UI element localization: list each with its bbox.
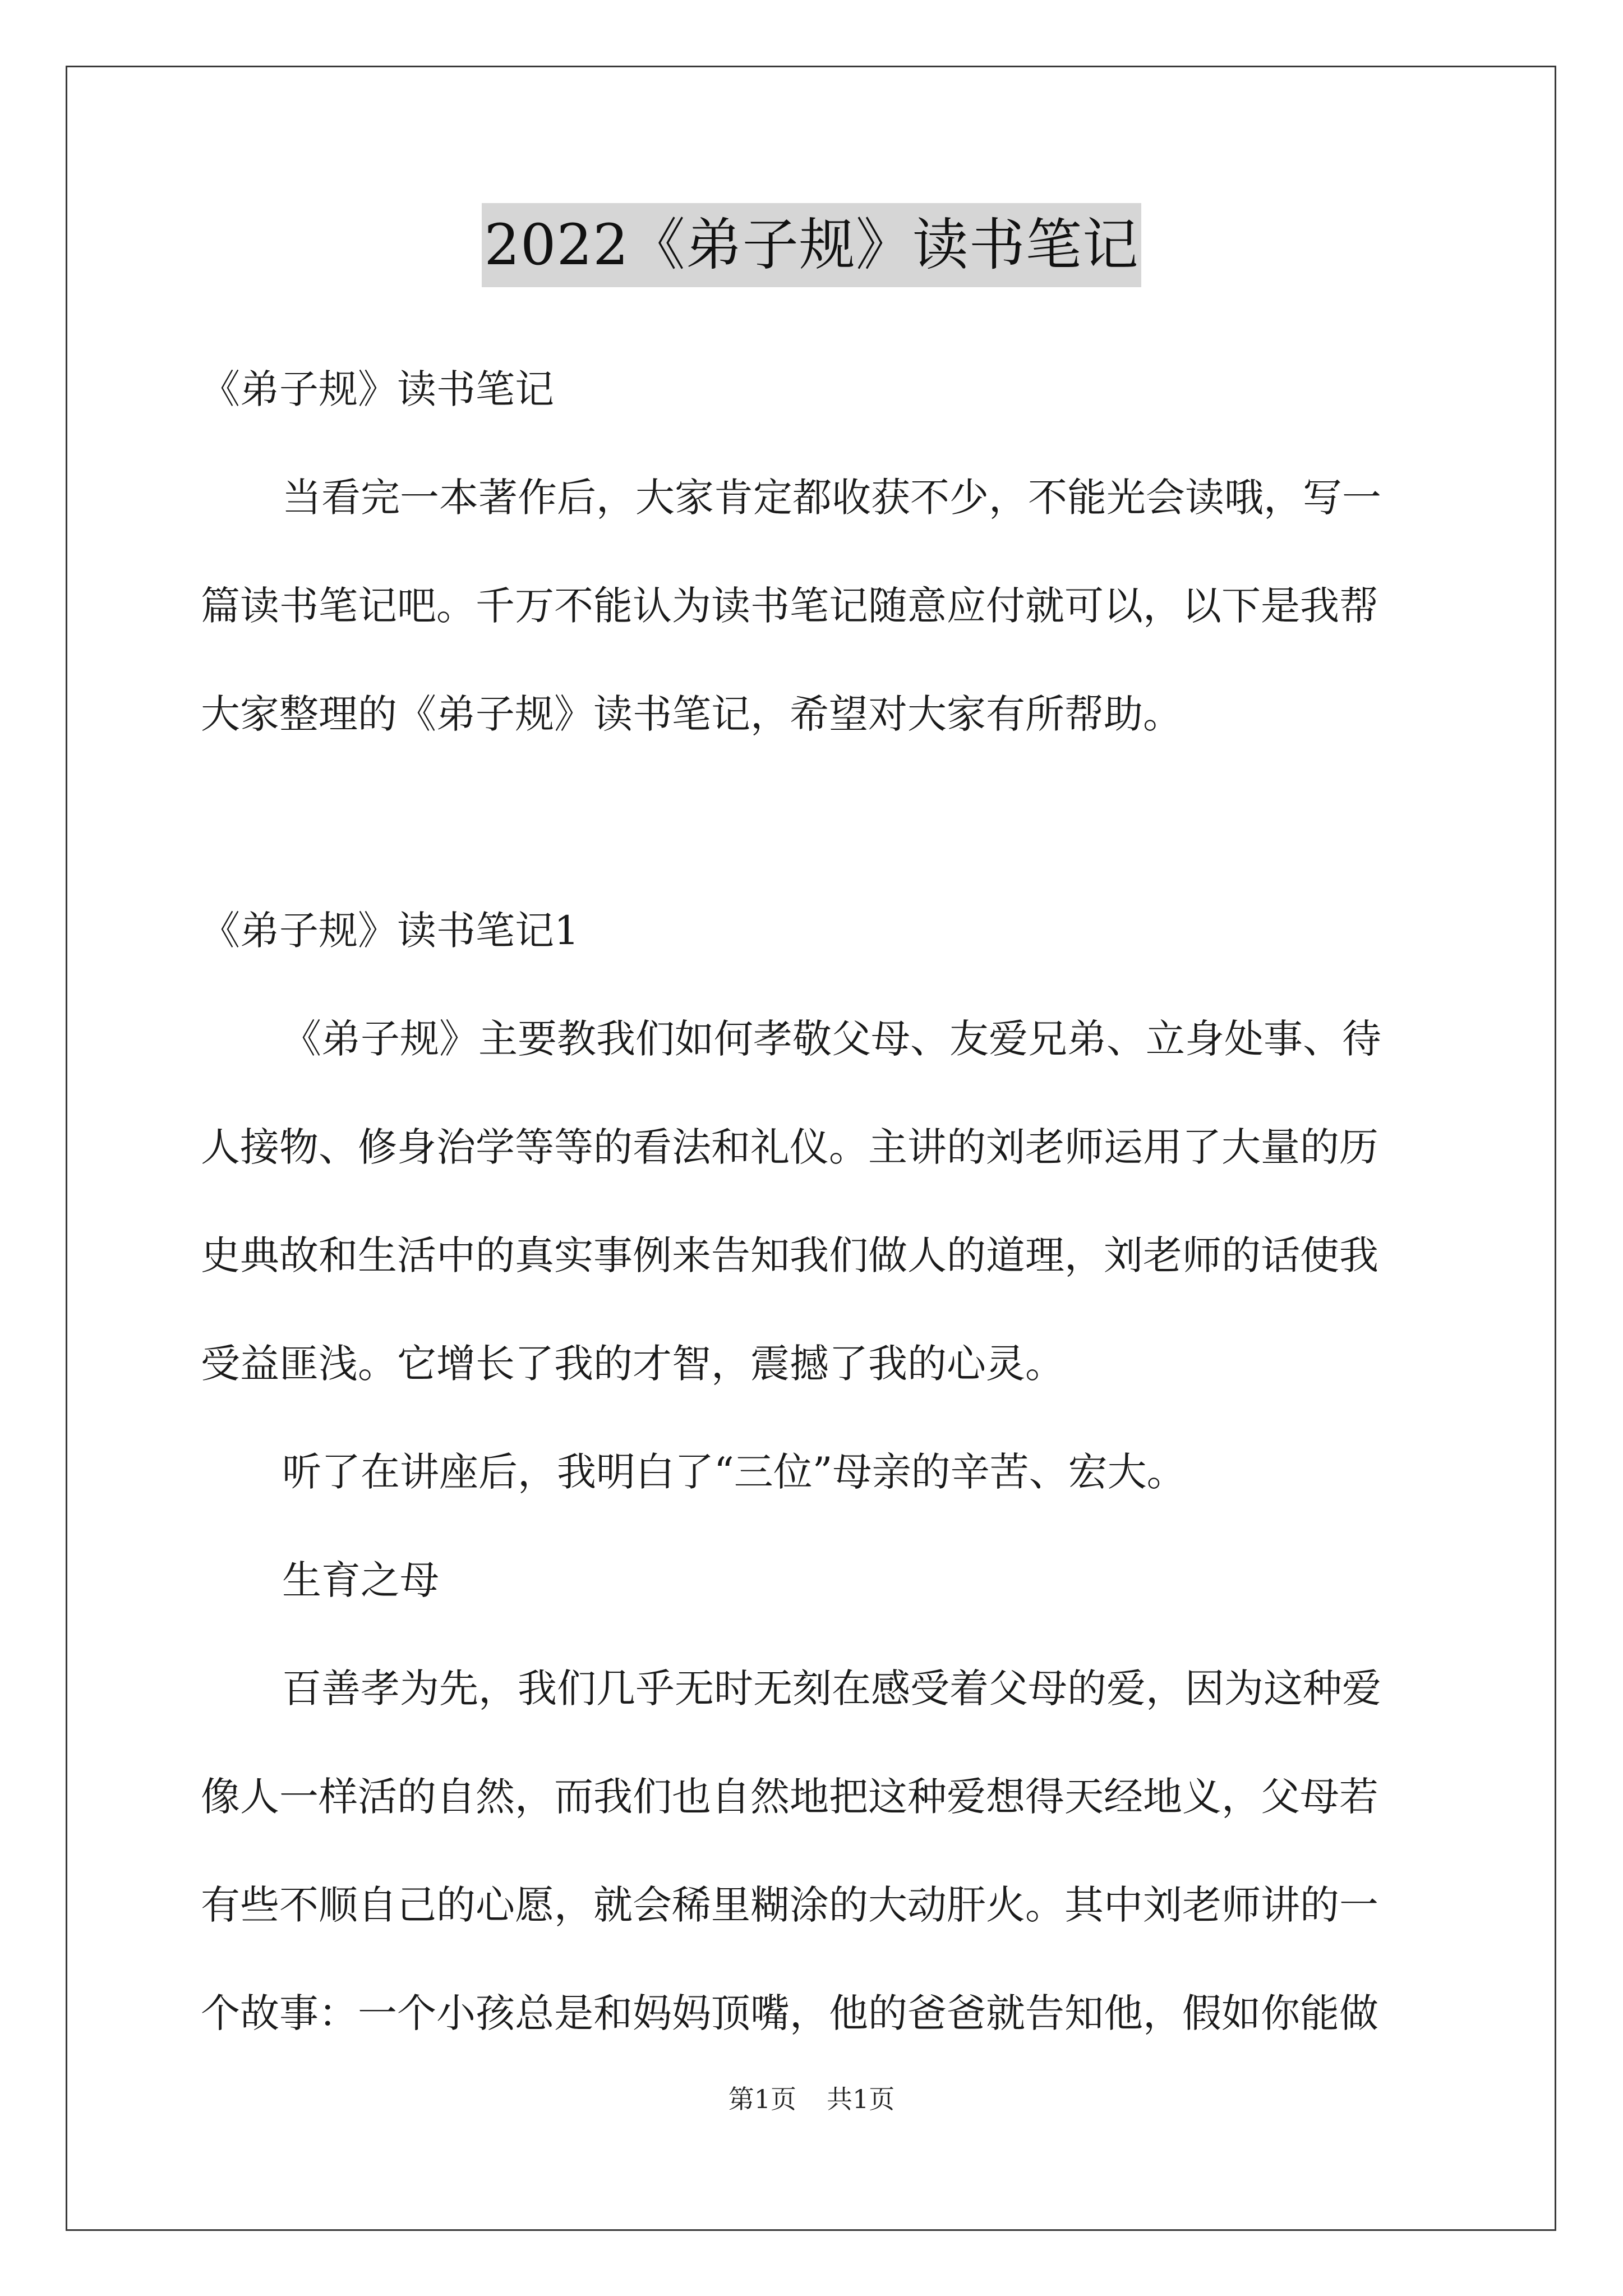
text-line: 《弟子规》主要教我们如何孝敬父母、友爱兄弟、立身处事、待: [282, 1016, 1381, 1062]
page-footer: [0, 2079, 1623, 2119]
text-line: 篇读书笔记吧。千万不能认为读书笔记随意应付就可以，以下是我帮: [201, 583, 1378, 629]
text-line: 听了在讲座后，我明白了“三位”母亲的辛苦、宏大。: [282, 1449, 1186, 1495]
text-line: 有些不顺自己的心愿，就会稀里糊涂的大动肝火。其中刘老师讲的一: [201, 1882, 1378, 1928]
document-title: 2022《弟子规》读书笔记: [482, 203, 1141, 287]
text-line: 个故事：一个小孩总是和妈妈顶嘴，他的爸爸就告知他，假如你能做: [201, 1990, 1378, 2036]
text-line: 生育之母: [282, 1557, 439, 1603]
title-container: [0, 203, 1623, 287]
text-line: 百善孝为先，我们几乎无时无刻在感受着父母的爱，因为这种爱: [282, 1665, 1381, 1711]
page-number: 第1页: [728, 2084, 796, 2114]
text-line: 人接物、修身治学等等的看法和礼仪。主讲的刘老师运用了大量的历: [201, 1124, 1378, 1170]
text-line: 大家整理的《弟子规》读书笔记，希望对大家有所帮助。: [201, 691, 1182, 737]
page-total: 共1页: [827, 2084, 895, 2114]
text-line: 受益匪浅。它增长了我的才智，震撼了我的心灵。: [201, 1341, 1064, 1387]
text-line: 《弟子规》读书笔记: [201, 366, 554, 412]
text-line: 史典故和生活中的真实事例来告知我们做人的道理，刘老师的话使我: [201, 1232, 1378, 1278]
text-line: 当看完一本著作后，大家肯定都收获不少，不能光会读哦，写一: [282, 475, 1381, 521]
text-line: 像人一样活的自然，而我们也自然地把这种爱想得天经地义，父母若: [201, 1774, 1378, 1820]
blank-line: [201, 769, 1429, 877]
text-line: 《弟子规》读书笔记1: [201, 908, 579, 954]
document-body: [201, 335, 1429, 2068]
